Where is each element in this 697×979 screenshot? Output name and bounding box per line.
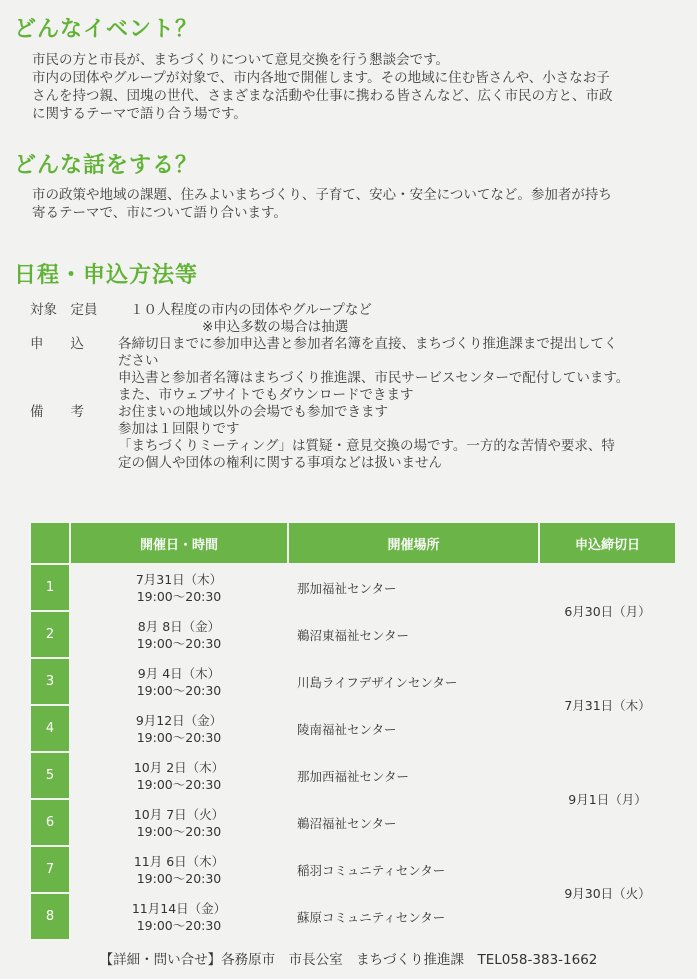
target-label: 対象 定員 [30, 302, 98, 318]
table-row [31, 565, 675, 610]
row-number: 4 [31, 706, 69, 751]
row-number: 1 [31, 565, 69, 610]
row-venue: 那加福祉センター [297, 580, 397, 596]
apply-label: 申 込 [30, 336, 84, 352]
row-venue: 那加西福祉センター [297, 768, 410, 784]
row-datetime: 7月31日（木） 19:00〜20:30 [135, 571, 223, 604]
application-info: 対象 定員 １０人程度の市内の団体やグループなど ※申込多数の場合は抽選 申 込 各締切日までに参加申込書と参加者名簿を直接、まちづくり推進課まで提出してく ださい 申込書と参加者名簿はまちづくり推進課、市民サービスセンターで配付しています。 また、市ウェブサイトでもダウンロードできます 備 考 お住まいの地域以外の会場でも参加できます 参加は１回限りです 「まちづくりミーティング」は質疑・意見交換の場です。一方的な苦情や要求、特 定の個人や団体の権利に関する事項などは扱いません [30, 302, 690, 472]
row-datetime: 9月12日（金） 19:00〜20:30 [135, 712, 223, 745]
header-deadline: 申込締切日 [540, 523, 675, 563]
table-header-row [31, 523, 675, 563]
row-deadline: 7月31日（木） [564, 698, 651, 713]
target-value: １０人程度の市内の団体やグループなど [130, 302, 372, 318]
row-number: 2 [31, 612, 69, 657]
row-venue: 鵜沼東福祉センター [297, 627, 410, 643]
row-venue: 川島ライフデザインセンター [297, 674, 458, 690]
row-deadline: 9月1日（月） [568, 792, 647, 807]
target-note: ※申込多数の場合は抽選 [202, 319, 349, 335]
heading-event: どんなイベント？ [14, 17, 199, 42]
schedule-table [29, 521, 677, 941]
row-datetime: 9月 4日（木） 19:00〜20:30 [136, 665, 222, 698]
table-row [31, 659, 675, 704]
row-datetime: 11月14日（金） 19:00〜20:30 [131, 900, 227, 933]
contact-footer: 【詳細・問い合せ】各務原市 市長公室 まちづくり推進課 TEL058-383-1662 [99, 952, 598, 968]
row-deadline: 9月30日（火） [564, 886, 651, 901]
row-number: 7 [31, 847, 69, 892]
table-row [31, 753, 675, 798]
row-datetime: 11月 6日（木） 19:00〜20:30 [133, 853, 225, 886]
heading-schedule: 日程・申込方法等 [14, 263, 199, 288]
row-number: 3 [31, 659, 69, 704]
event-description: 市民の方と市長が、まちづくりについて意見交換を行う懇談会です。 市内の団体やグループが対象で、市内各地で開催します。その地域に住む皆さんや、小さなお子 さんを持つ親、団塊の世代、さまざまな活動や仕事に携わる皆さんなど、広く市民の方と、市政 に関するテーマで語り合う場です。 [32, 52, 613, 122]
row-number: 8 [31, 894, 69, 939]
row-number: 5 [31, 753, 69, 798]
talk-description: 市の政策や地域の課題、住みよいまちづくり、子育て、安心・安全についてなど。参加者が持ち 寄るテーマで、市について語り合います。 [32, 187, 612, 221]
row-datetime: 8月 8日（金） 19:00〜20:30 [136, 618, 222, 651]
table-row [31, 847, 675, 892]
header-datetime: 開催日・時間 [71, 523, 287, 563]
row-venue: 稲羽コミュニティセンター [297, 862, 446, 878]
row-deadline: 6月30日（月） [564, 604, 651, 619]
row-datetime: 10月 2日（木） 19:00〜20:30 [133, 759, 225, 792]
heading-talk: どんな話をする？ [14, 153, 199, 178]
header-venue: 開催場所 [289, 523, 538, 563]
notes-label: 備 考 [30, 404, 84, 420]
row-number: 6 [31, 800, 69, 845]
header-corner [31, 523, 69, 563]
row-venue: 陵南福祉センター [297, 721, 397, 737]
row-datetime: 10月 7日（火） 19:00〜20:30 [133, 806, 225, 839]
row-venue: 鵜沼福祉センター [297, 815, 397, 831]
row-venue: 蘇原コミュニティセンター [297, 909, 446, 925]
